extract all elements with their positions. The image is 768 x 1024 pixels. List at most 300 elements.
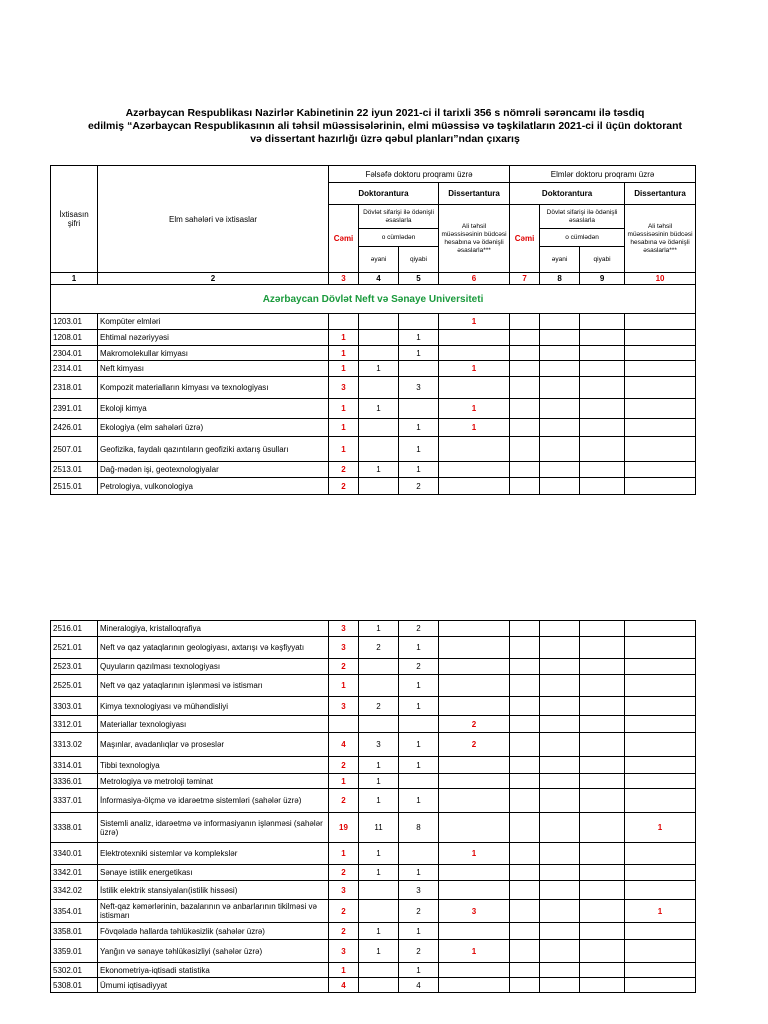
row-total: 3	[329, 881, 359, 900]
row-code: 2516.01	[51, 621, 98, 637]
row-code: 2525.01	[51, 675, 98, 697]
row-total-dsc	[510, 361, 540, 377]
header-doctorantura: Doktorantura	[329, 183, 439, 205]
row-total-dsc	[510, 757, 540, 774]
row-dissertantura-dsc	[625, 940, 696, 963]
row-total-dsc	[510, 733, 540, 757]
row-fulltime-dsc	[540, 697, 580, 716]
col-num-5: 5	[399, 273, 439, 285]
row-fulltime-dsc	[540, 437, 580, 462]
row-fulltime	[359, 330, 399, 346]
row-dissertantura-dsc	[625, 963, 696, 978]
row-total: 1	[329, 963, 359, 978]
row-parttime-dsc	[580, 843, 625, 865]
row-total: 2	[329, 757, 359, 774]
row-total-dsc	[510, 314, 540, 330]
row-parttime: 2	[399, 621, 439, 637]
row-fulltime-dsc	[540, 659, 580, 675]
row-total: 2	[329, 865, 359, 881]
row-total: 1	[329, 361, 359, 377]
table-row	[51, 675, 696, 697]
row-parttime: 2	[399, 659, 439, 675]
row-total: 3	[329, 621, 359, 637]
row-code: 1203.01	[51, 314, 98, 330]
row-fulltime: 1	[359, 940, 399, 963]
row-field: Yanğın və sənaye təhlükəsizliyi (sahələr üzrə)	[98, 940, 329, 963]
row-dissertantura-dsc: 1	[625, 813, 696, 843]
row-fulltime: 2	[359, 637, 399, 659]
row-code: 3340.01	[51, 843, 98, 865]
row-dissertantura: 1	[439, 843, 510, 865]
col-num-8: 8	[540, 273, 580, 285]
row-code: 3358.01	[51, 923, 98, 940]
document-title	[60, 107, 710, 146]
row-code: 3336.01	[51, 774, 98, 789]
row-fulltime-dsc	[540, 361, 580, 377]
header-state-2: Dövlət sifarişi ilə ödənişli əsaslarla	[540, 205, 625, 229]
row-code: 2521.01	[51, 637, 98, 659]
row-field: Elektrotexniki sistemlər və komplekslər	[98, 843, 329, 865]
row-dissertantura	[439, 697, 510, 716]
row-dissertantura: 1	[439, 419, 510, 437]
row-dissertantura-dsc	[625, 437, 696, 462]
row-parttime-dsc	[580, 940, 625, 963]
row-fulltime: 1	[359, 621, 399, 637]
row-parttime: 1	[399, 637, 439, 659]
row-parttime: 2	[399, 940, 439, 963]
header-total: Cəmi	[329, 205, 359, 273]
row-dissertantura-dsc	[625, 399, 696, 419]
row-dissertantura-dsc	[625, 923, 696, 940]
row-parttime	[399, 843, 439, 865]
row-parttime-dsc	[580, 900, 625, 923]
row-field: Fövqəladə hallarda təhlükəsizlik (sahələr üzrə)	[98, 923, 329, 940]
row-parttime-dsc	[580, 774, 625, 789]
row-dissertantura	[439, 659, 510, 675]
table-row	[51, 637, 696, 659]
table-row	[51, 881, 696, 900]
row-code: 3313.02	[51, 733, 98, 757]
row-dissertantura-dsc	[625, 697, 696, 716]
row-total: 2	[329, 923, 359, 940]
row-dissertantura-dsc	[625, 621, 696, 637]
row-total-dsc	[510, 697, 540, 716]
row-parttime: 8	[399, 813, 439, 843]
row-parttime-dsc	[580, 314, 625, 330]
row-dissertantura	[439, 637, 510, 659]
header-dissertantura: Dissertantura	[439, 183, 510, 205]
row-parttime: 1	[399, 789, 439, 813]
row-parttime: 1	[399, 437, 439, 462]
row-field: İnformasiya-ölçmə və idarəetmə sistemləri (sahələr üzrə)	[98, 789, 329, 813]
row-fulltime-dsc	[540, 478, 580, 495]
row-total-dsc	[510, 900, 540, 923]
row-code: 3342.02	[51, 881, 98, 900]
row-total-dsc	[510, 330, 540, 346]
row-fulltime	[359, 978, 399, 993]
row-dissertantura	[439, 978, 510, 993]
row-parttime: 2	[399, 478, 439, 495]
title-line-3: və dissertant hazırlığı üzrə qəbul planları”ndan çıxarış	[250, 133, 520, 145]
row-total: 1	[329, 399, 359, 419]
row-code: 2523.01	[51, 659, 98, 675]
row-code: 3337.01	[51, 789, 98, 813]
table-row	[51, 716, 696, 733]
row-fulltime-dsc	[540, 399, 580, 419]
header-doctorantura-2: Doktorantura	[510, 183, 625, 205]
row-code: 3303.01	[51, 697, 98, 716]
row-field: Geofizika, faydalı qazıntıların geofiziki axtarış üsulları	[98, 437, 329, 462]
table-row	[51, 940, 696, 963]
row-parttime	[399, 314, 439, 330]
row-fulltime-dsc	[540, 881, 580, 900]
row-code: 2314.01	[51, 361, 98, 377]
col-num-1: 1	[51, 273, 98, 285]
row-dissertantura	[439, 757, 510, 774]
row-total: 1	[329, 437, 359, 462]
row-fulltime	[359, 437, 399, 462]
row-code: 5302.01	[51, 963, 98, 978]
row-fulltime-dsc	[540, 757, 580, 774]
row-fulltime-dsc	[540, 716, 580, 733]
row-parttime-dsc	[580, 675, 625, 697]
row-fulltime	[359, 377, 399, 399]
row-total: 4	[329, 978, 359, 993]
row-parttime: 1	[399, 923, 439, 940]
row-dissertantura-dsc	[625, 377, 696, 399]
row-total-dsc	[510, 843, 540, 865]
row-parttime-dsc	[580, 733, 625, 757]
header-among: o cümlədən	[359, 229, 439, 247]
col-num-2: 2	[98, 273, 329, 285]
header-total-2: Cəmi	[510, 205, 540, 273]
row-fulltime-dsc	[540, 675, 580, 697]
row-fulltime-dsc	[540, 978, 580, 993]
row-dissertantura	[439, 865, 510, 881]
row-parttime-dsc	[580, 478, 625, 495]
row-dissertantura	[439, 675, 510, 697]
row-fulltime-dsc	[540, 377, 580, 399]
header-fulltime: əyani	[359, 247, 399, 273]
row-field: Petrologiya, vulkonologiya	[98, 478, 329, 495]
row-dissertantura: 1	[439, 314, 510, 330]
header-phd: Fəlsəfə doktoru proqramı üzrə	[329, 166, 510, 183]
row-total	[329, 314, 359, 330]
row-parttime-dsc	[580, 462, 625, 478]
row-parttime	[399, 774, 439, 789]
row-total: 19	[329, 813, 359, 843]
row-total-dsc	[510, 659, 540, 675]
row-fulltime	[359, 963, 399, 978]
title-line-2: edilmiş “Azərbaycan Respublikasının ali təhsil müəssisələrinin, elmi müəssisə və təşkilatların 2021-ci il üçün doktorant	[87, 120, 683, 132]
table-row	[51, 462, 696, 478]
row-parttime-dsc	[580, 346, 625, 361]
row-code: 3312.01	[51, 716, 98, 733]
row-total: 1	[329, 346, 359, 361]
row-code: 3354.01	[51, 900, 98, 923]
row-code: 3314.01	[51, 757, 98, 774]
row-parttime-dsc	[580, 978, 625, 993]
row-total: 2	[329, 789, 359, 813]
row-dissertantura-dsc	[625, 843, 696, 865]
header-parttime-2: qiyabi	[580, 247, 625, 273]
row-dissertantura	[439, 330, 510, 346]
row-fulltime	[359, 900, 399, 923]
row-total-dsc	[510, 813, 540, 843]
row-dissertantura-dsc	[625, 675, 696, 697]
row-field: Neft və qaz yataqlarının geologiyası, axtarışı və kəşfiyyatı	[98, 637, 329, 659]
row-dissertantura	[439, 437, 510, 462]
table-row	[51, 843, 696, 865]
row-total: 2	[329, 659, 359, 675]
row-parttime	[399, 399, 439, 419]
row-dissertantura	[439, 478, 510, 495]
row-field: Ekonometriya-iqtisadi statistika	[98, 963, 329, 978]
row-fulltime-dsc	[540, 923, 580, 940]
table-row	[51, 419, 696, 437]
row-dissertantura-dsc	[625, 733, 696, 757]
col-num-9: 9	[580, 273, 625, 285]
header-budget: Ali təhsil müəssisəsinin büdcəsi hesabına və ödənişli əsaslarla***	[439, 205, 510, 273]
row-fulltime	[359, 346, 399, 361]
row-total-dsc	[510, 437, 540, 462]
row-fulltime-dsc	[540, 813, 580, 843]
row-fulltime: 1	[359, 923, 399, 940]
row-total-dsc	[510, 923, 540, 940]
row-field: Ekoloji kimya	[98, 399, 329, 419]
row-code: 2304.01	[51, 346, 98, 361]
row-field: Tibbi texnologiya	[98, 757, 329, 774]
row-parttime-dsc	[580, 377, 625, 399]
row-total-dsc	[510, 881, 540, 900]
row-code: 2318.01	[51, 377, 98, 399]
row-fulltime-dsc	[540, 621, 580, 637]
row-code: 3359.01	[51, 940, 98, 963]
row-parttime: 3	[399, 377, 439, 399]
row-total-dsc	[510, 716, 540, 733]
row-field: Neft və qaz yataqlarının işlənməsi və istismarı	[98, 675, 329, 697]
row-parttime-dsc	[580, 923, 625, 940]
row-parttime-dsc	[580, 881, 625, 900]
row-dissertantura	[439, 774, 510, 789]
row-fulltime: 1	[359, 843, 399, 865]
row-fulltime-dsc	[540, 314, 580, 330]
row-parttime: 1	[399, 346, 439, 361]
table-row	[51, 478, 696, 495]
col-num-7: 7	[510, 273, 540, 285]
row-total-dsc	[510, 963, 540, 978]
row-field: Metrologiya və metroloji təminat	[98, 774, 329, 789]
row-total-dsc	[510, 346, 540, 361]
table-row	[51, 789, 696, 813]
row-fulltime-dsc	[540, 774, 580, 789]
table-row	[51, 697, 696, 716]
row-fulltime-dsc	[540, 346, 580, 361]
row-dissertantura-dsc	[625, 716, 696, 733]
col-num-4: 4	[359, 273, 399, 285]
row-parttime: 1	[399, 963, 439, 978]
table-row	[51, 900, 696, 923]
row-dissertantura-dsc	[625, 774, 696, 789]
row-total-dsc	[510, 462, 540, 478]
row-parttime-dsc	[580, 399, 625, 419]
row-parttime	[399, 361, 439, 377]
row-field: Kompozit materialların kimyası və texnologiyası	[98, 377, 329, 399]
row-dissertantura: 1	[439, 940, 510, 963]
row-dissertantura	[439, 923, 510, 940]
row-fulltime: 3	[359, 733, 399, 757]
table-body-part-1	[51, 314, 696, 495]
table-row	[51, 330, 696, 346]
row-field: Maşınlar, avadanlıqlar və proseslər	[98, 733, 329, 757]
row-total-dsc	[510, 940, 540, 963]
row-dissertantura-dsc	[625, 361, 696, 377]
row-total-dsc	[510, 419, 540, 437]
row-parttime-dsc	[580, 621, 625, 637]
row-dissertantura	[439, 963, 510, 978]
row-dissertantura	[439, 789, 510, 813]
table-row	[51, 923, 696, 940]
row-parttime-dsc	[580, 789, 625, 813]
row-fulltime-dsc	[540, 963, 580, 978]
row-dissertantura-dsc	[625, 659, 696, 675]
row-total: 1	[329, 843, 359, 865]
row-field: Ekologiya (elm sahələri üzrə)	[98, 419, 329, 437]
row-fulltime: 1	[359, 399, 399, 419]
row-dissertantura-dsc	[625, 462, 696, 478]
row-total: 3	[329, 940, 359, 963]
row-field: Ehtimal nəzəriyyəsi	[98, 330, 329, 346]
row-fulltime-dsc	[540, 843, 580, 865]
row-total-dsc	[510, 478, 540, 495]
row-code: 2426.01	[51, 419, 98, 437]
header-fulltime-2: əyani	[540, 247, 580, 273]
row-field: Ümumi iqtisadiyyat	[98, 978, 329, 993]
row-total-dsc	[510, 789, 540, 813]
row-parttime-dsc	[580, 637, 625, 659]
row-field: Neft-qaz kəmərlərinin, bazalarının və anbarlarının tikilməsi və istismarı	[98, 900, 329, 923]
row-total: 3	[329, 637, 359, 659]
row-parttime: 4	[399, 978, 439, 993]
row-parttime-dsc	[580, 963, 625, 978]
row-field: Neft kimyası	[98, 361, 329, 377]
row-dissertantura-dsc	[625, 637, 696, 659]
col-num-3: 3	[329, 273, 359, 285]
row-field: İstilik elektrik stansiyaları(istilik hissəsi)	[98, 881, 329, 900]
row-parttime-dsc	[580, 716, 625, 733]
table-row	[51, 774, 696, 789]
row-total: 3	[329, 377, 359, 399]
row-dissertantura-dsc	[625, 757, 696, 774]
row-fulltime-dsc	[540, 789, 580, 813]
row-dissertantura	[439, 462, 510, 478]
title-line-1: Azərbaycan Respublikası Nazirlər Kabinetinin 22 iyun 2021-ci il tarixli 356 s nömrəli sərəncamı ilə təsdiq	[125, 107, 645, 119]
row-fulltime	[359, 675, 399, 697]
row-code: 3338.01	[51, 813, 98, 843]
row-fulltime	[359, 478, 399, 495]
table-row	[51, 978, 696, 993]
table-body-part-2	[51, 621, 696, 993]
row-total: 1	[329, 330, 359, 346]
row-fulltime	[359, 314, 399, 330]
row-fulltime-dsc	[540, 940, 580, 963]
row-fulltime-dsc	[540, 900, 580, 923]
row-parttime-dsc	[580, 697, 625, 716]
row-field: Sənaye istilik energetikası	[98, 865, 329, 881]
row-fulltime: 1	[359, 789, 399, 813]
row-fulltime-dsc	[540, 330, 580, 346]
row-dissertantura-dsc	[625, 419, 696, 437]
row-dissertantura: 3	[439, 900, 510, 923]
table-row	[51, 757, 696, 774]
row-total-dsc	[510, 774, 540, 789]
row-parttime-dsc	[580, 865, 625, 881]
row-parttime: 1	[399, 462, 439, 478]
header-code: İxtisasın şifri	[51, 166, 98, 273]
row-total: 1	[329, 675, 359, 697]
row-fulltime	[359, 881, 399, 900]
row-total: 1	[329, 774, 359, 789]
row-dissertantura: 2	[439, 716, 510, 733]
header-dissertantura-2: Dissertantura	[625, 183, 696, 205]
row-total-dsc	[510, 621, 540, 637]
header-state: Dövlət sifarişi ilə ödənişli əsaslarla	[359, 205, 439, 229]
row-dissertantura	[439, 621, 510, 637]
row-total-dsc	[510, 637, 540, 659]
header-budget-2: Ali təhsil müəssisəsinin büdcəsi hesabına və ödənişli əsaslarla***	[625, 205, 696, 273]
table-row	[51, 377, 696, 399]
row-dissertantura-dsc	[625, 978, 696, 993]
table-row	[51, 361, 696, 377]
row-total: 2	[329, 900, 359, 923]
row-dissertantura-dsc	[625, 789, 696, 813]
table-row	[51, 346, 696, 361]
row-parttime: 1	[399, 697, 439, 716]
row-total: 1	[329, 419, 359, 437]
header-parttime: qiyabi	[399, 247, 439, 273]
row-field: Makromolekullar kimyası	[98, 346, 329, 361]
row-parttime: 1	[399, 419, 439, 437]
table-row	[51, 314, 696, 330]
row-parttime-dsc	[580, 659, 625, 675]
row-parttime	[399, 716, 439, 733]
table-header	[51, 166, 696, 314]
row-parttime-dsc	[580, 330, 625, 346]
row-total: 2	[329, 478, 359, 495]
row-fulltime: 2	[359, 697, 399, 716]
row-dissertantura-dsc: 1	[625, 900, 696, 923]
header-dsc: Elmlər doktoru proqramı üzrə	[510, 166, 696, 183]
row-fulltime	[359, 659, 399, 675]
row-fulltime: 1	[359, 462, 399, 478]
table-row	[51, 963, 696, 978]
row-fulltime-dsc	[540, 462, 580, 478]
row-dissertantura-dsc	[625, 881, 696, 900]
row-total-dsc	[510, 865, 540, 881]
row-dissertantura: 1	[439, 361, 510, 377]
table-row	[51, 659, 696, 675]
row-field: Kompüter elmləri	[98, 314, 329, 330]
row-fulltime-dsc	[540, 865, 580, 881]
row-parttime-dsc	[580, 361, 625, 377]
header-field: Elm sahələri və ixtisaslar	[98, 166, 329, 273]
row-code: 2507.01	[51, 437, 98, 462]
row-fulltime-dsc	[540, 637, 580, 659]
table-row	[51, 399, 696, 419]
row-total: 4	[329, 733, 359, 757]
admission-plan-table	[50, 165, 696, 495]
row-total: 3	[329, 697, 359, 716]
